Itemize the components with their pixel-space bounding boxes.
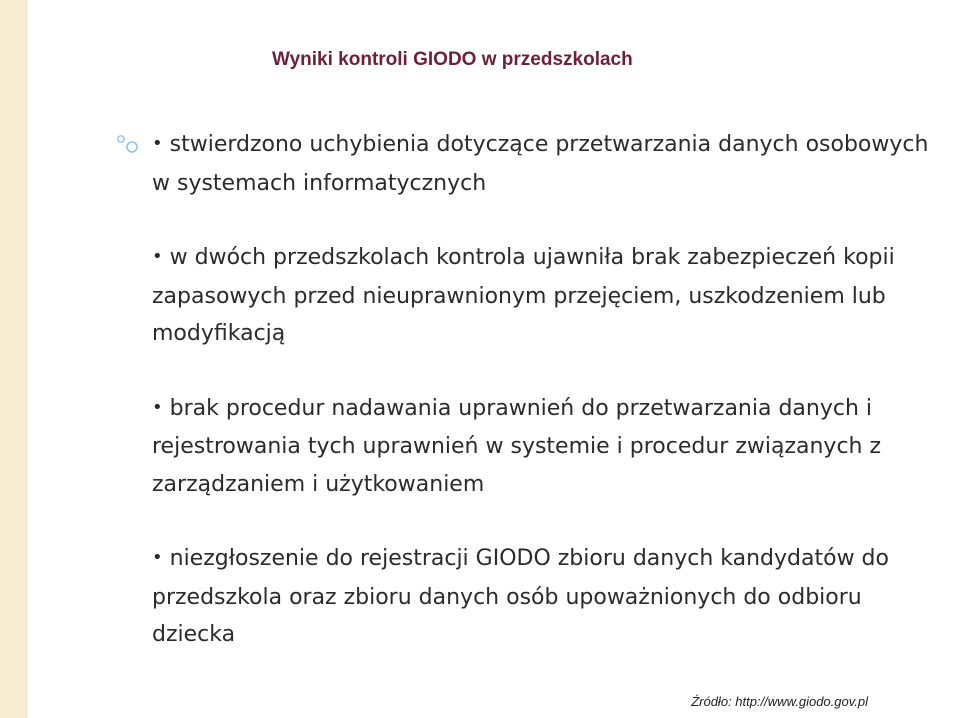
bullet-item bbox=[152, 390, 942, 504]
decorative-sidebar bbox=[0, 0, 27, 718]
bullet-text: w dwóch przedszkolach kontrola ujawniła brak zabezpieczeń kopii zapasowych przed nieuprawnionym przejęciem, uszkodzeniem lub modyfikacją bbox=[152, 245, 895, 346]
bubbles-icon bbox=[110, 128, 150, 158]
bullet-dot: • bbox=[152, 547, 163, 568]
source-citation: Źródło: http://www.giodo.gov.pl bbox=[691, 694, 868, 709]
bullet-text: brak procedur nadawania uprawnień do przetwarzania danych i rejestrowania tych uprawnień w systemie i procedur związanych z zarządzaniem i użytkowaniem bbox=[152, 395, 882, 497]
bullet-item bbox=[152, 239, 942, 353]
bullet-text: niezgłoszenie do rejestracji GIODO zbioru danych kandydatów do przedszkola oraz zbioru danych osób upoważnionych do odbioru dziecka bbox=[152, 546, 889, 647]
bullet-list bbox=[152, 126, 942, 691]
bullet-dot: • bbox=[152, 396, 163, 418]
bullet-dot: • bbox=[152, 246, 163, 267]
bullet-item bbox=[152, 540, 942, 654]
bullet-dot: • bbox=[152, 133, 163, 154]
bullet-item bbox=[152, 126, 942, 202]
bullet-text: stwierdzono uchybienia dotyczące przetwarzania danych osobowych w systemach informatycznych bbox=[152, 132, 929, 196]
slide-title: Wyniki kontroli GIODO w przedszkolach bbox=[272, 49, 633, 70]
